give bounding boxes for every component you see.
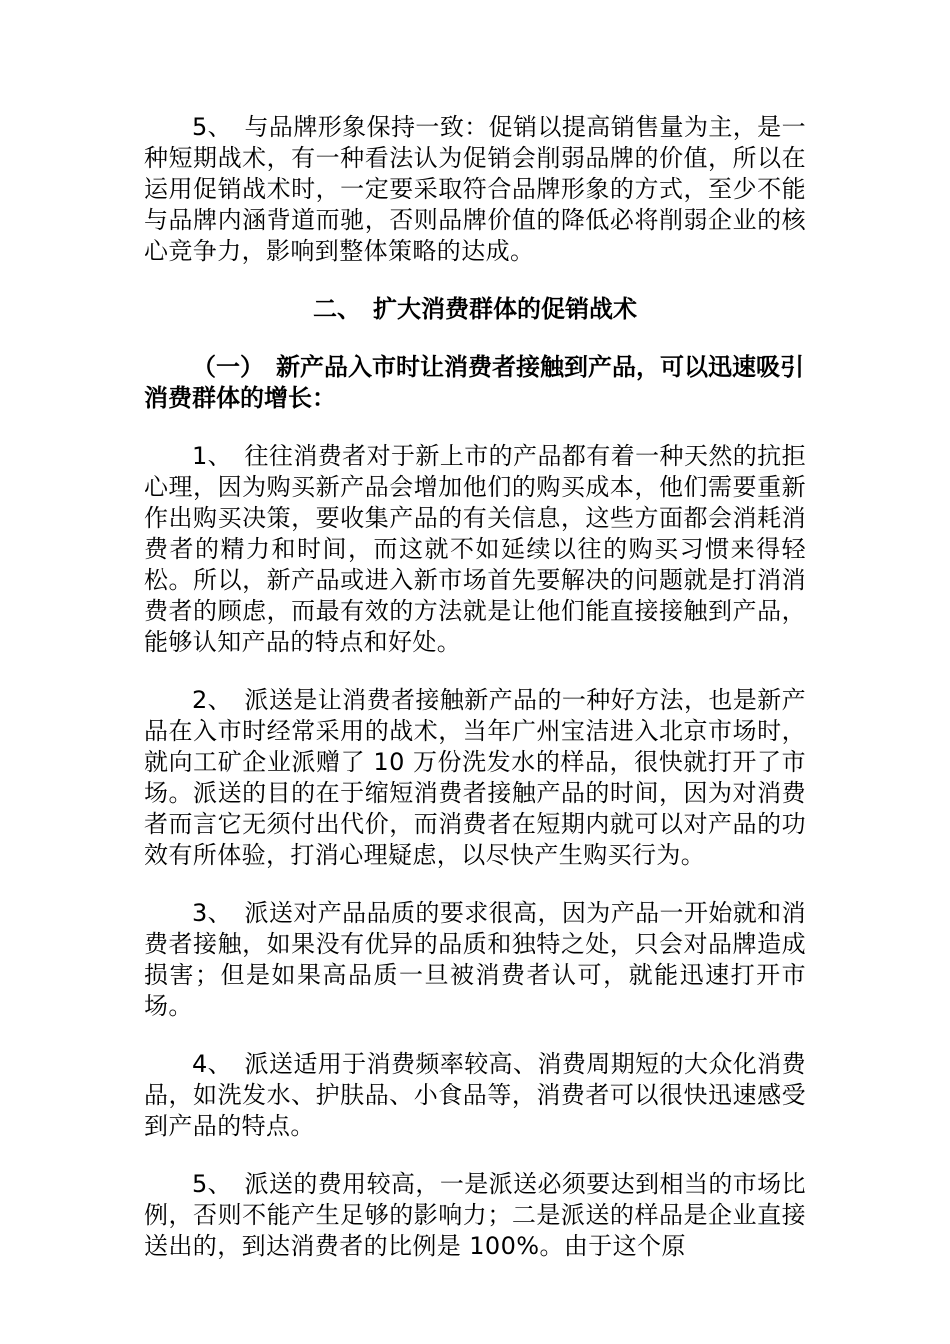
paragraph-point-2: 2、 派送是让消费者接触新产品的一种好方法，也是新产品在入市时经常采用的战术，当年广州宝洁进入北京市场时，就向工矿企业派赠了 10 万份洗发水的样品，很快就打开了市场。派送的目的在于缩短消费者接触产品的时间，因为对消费者而言它无须付出代价，而消费者在短期内就可以对产品的功效有所体验，打消心理疑虑，以尽快产生购买行为。 — [144, 686, 806, 869]
paragraph-point-5: 5、 派送的费用较高，一是派送必须要达到相当的市场比例，否则不能产生足够的影响力；二是派送的样品是企业直接送出的，到达消费者的比例是 100%。由于这个原 — [144, 1170, 806, 1260]
paragraph-brand-consistency: 5、 与品牌形象保持一致：促销以提高销售量为主，是一种短期战术，有一种看法认为促销会削弱品牌的价值，所以在运用促销战术时，一定要采取符合品牌形象的方式，至少不能与品牌内涵背道而驰，否则品牌价值的降低必将削弱企业的核心竞争力，影响到整体策略的达成。 — [144, 113, 806, 265]
document-page — [144, 112, 806, 1289]
paragraph-point-1: 1、 往往消费者对于新上市的产品都有着一种天然的抗拒心理，因为购买新产品会增加他们的购买成本，他们需要重新作出购买决策，要收集产品的有关信息，这些方面都会消耗消费者的精力和时间，而这就不如延续以往的购买习惯来得轻松。所以，新产品或进入新市场首先要解决的问题就是打消消费者的顾虑，而最有效的方法就是让他们能直接接触到产品，能够认知产品的特点和好处。 — [144, 442, 806, 656]
subsection-heading-new-product-contact: （一） 新产品入市时让消费者接触到产品，可以迅速吸引消费群体的增长： — [144, 353, 804, 412]
paragraph-point-4: 4、 派送适用于消费频率较高、消费周期短的大众化消费品，如洗发水、护肤品、小食品等，消费者可以很快迅速感受到产品的特点。 — [144, 1050, 806, 1140]
section-heading-expand-consumer-group: 二、 扩大消费群体的促销战术 — [313, 295, 637, 323]
paragraph-point-3: 3、 派送对产品品质的要求很高，因为产品一开始就和消费者接触，如果没有优异的品质和独特之处，只会对品牌造成损害；但是如果高品质一旦被消费者认可，就能迅速打开市场。 — [144, 899, 806, 1020]
